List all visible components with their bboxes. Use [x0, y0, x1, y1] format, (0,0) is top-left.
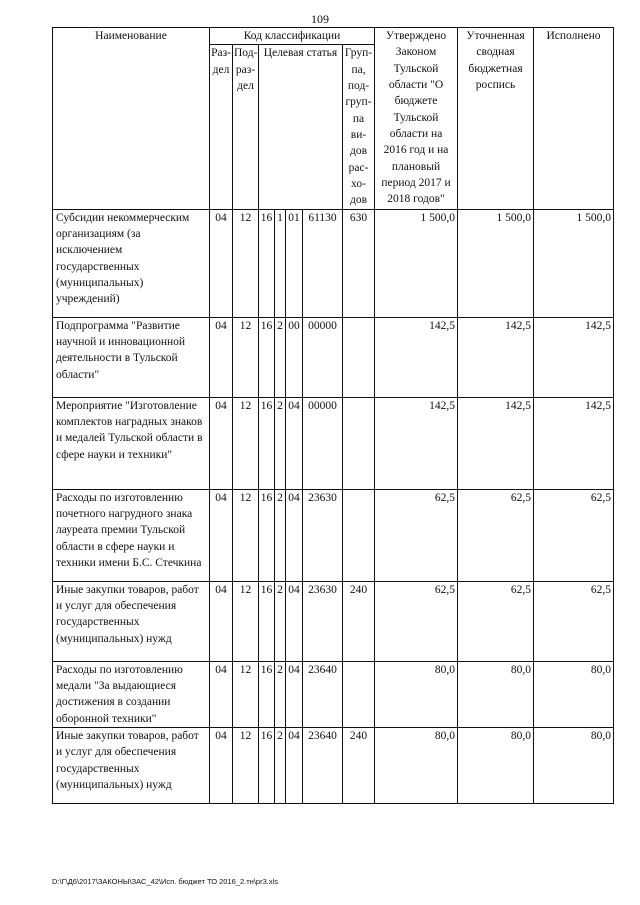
- cell-razdel: 04: [210, 727, 233, 803]
- cell-group: [343, 661, 375, 727]
- budget-table: [52, 27, 614, 804]
- cell-name: Мероприятие "Изготовление комплектов наградных знаков и медалей Тульской области в сфере науки и техники": [53, 397, 210, 489]
- cell-t2: 2: [275, 581, 286, 661]
- cell-executed: 80,0: [534, 661, 614, 727]
- cell-refined: 80,0: [458, 727, 534, 803]
- cell-group: 240: [343, 581, 375, 661]
- cell-group: [343, 489, 375, 581]
- cell-refined: 80,0: [458, 661, 534, 727]
- cell-executed: 142,5: [534, 317, 614, 397]
- file-path-footer: D:\Г\Д6\2017\ЗАКОНЫ\ЗАС_42\Исп. бюджет ТО 2016_2.тн\pr3.xls: [52, 877, 278, 886]
- cell-group: 240: [343, 727, 375, 803]
- cell-group: [343, 397, 375, 489]
- cell-t3: 04: [286, 661, 303, 727]
- cell-refined: 62,5: [458, 581, 534, 661]
- cell-executed: 80,0: [534, 727, 614, 803]
- cell-t1: 16: [259, 581, 275, 661]
- cell-executed: 1 500,0: [534, 209, 614, 317]
- cell-refined: 142,5: [458, 397, 534, 489]
- cell-name: Подпрограмма "Развитие научной и инновационной деятельности в Тульской области": [53, 317, 210, 397]
- cell-approved: 80,0: [375, 727, 458, 803]
- cell-t1: 16: [259, 661, 275, 727]
- cell-podrazdel: 12: [233, 317, 259, 397]
- header-approved: Утверждено Законом Тульской области "О бюджете Тульской области на 2016 год и на плановый период 2017 и 2018 годов": [375, 28, 458, 210]
- cell-t4: 23630: [303, 581, 343, 661]
- cell-t4: 61130: [303, 209, 343, 317]
- cell-podrazdel: 12: [233, 397, 259, 489]
- cell-t1: 16: [259, 317, 275, 397]
- cell-refined: 1 500,0: [458, 209, 534, 317]
- cell-podrazdel: 12: [233, 209, 259, 317]
- cell-razdel: 04: [210, 489, 233, 581]
- table-row: [53, 489, 614, 581]
- cell-t2: 2: [275, 397, 286, 489]
- cell-t2: 2: [275, 661, 286, 727]
- table-row: [53, 581, 614, 661]
- cell-podrazdel: 12: [233, 581, 259, 661]
- cell-t1: 16: [259, 397, 275, 489]
- cell-approved: 80,0: [375, 661, 458, 727]
- cell-razdel: 04: [210, 581, 233, 661]
- table-row: [53, 209, 614, 317]
- cell-t3: 01: [286, 209, 303, 317]
- cell-t3: 04: [286, 727, 303, 803]
- header-name: Наименование: [53, 28, 210, 210]
- cell-t3: 04: [286, 581, 303, 661]
- cell-razdel: 04: [210, 661, 233, 727]
- cell-t3: 04: [286, 489, 303, 581]
- cell-name: Расходы по изготовлению почетного нагрудного знака лауреата премии Тульской области в сфере науки и техники имени Б.С. Стечкина: [53, 489, 210, 581]
- cell-executed: 62,5: [534, 489, 614, 581]
- header-expense-group: Груп-па, под-груп-па ви-дов рас-хо-дов: [343, 45, 375, 209]
- cell-podrazdel: 12: [233, 489, 259, 581]
- cell-t2: 2: [275, 317, 286, 397]
- cell-refined: 62,5: [458, 489, 534, 581]
- cell-approved: 62,5: [375, 489, 458, 581]
- cell-t4: 00000: [303, 397, 343, 489]
- cell-name: Иные закупки товаров, работ и услуг для обеспечения государственных (муниципальных) нужд: [53, 581, 210, 661]
- header-target: Целевая статья: [259, 45, 343, 209]
- table-row: [53, 727, 614, 803]
- cell-podrazdel: 12: [233, 727, 259, 803]
- cell-t2: 2: [275, 489, 286, 581]
- cell-approved: 142,5: [375, 397, 458, 489]
- cell-t4: 23630: [303, 489, 343, 581]
- cell-t4: 00000: [303, 317, 343, 397]
- cell-group: 630: [343, 209, 375, 317]
- cell-podrazdel: 12: [233, 661, 259, 727]
- cell-group: [343, 317, 375, 397]
- cell-approved: 1 500,0: [375, 209, 458, 317]
- page-number: 109: [311, 12, 329, 26]
- header-subsection: Под-раз-дел: [233, 45, 259, 209]
- table-row: [53, 661, 614, 727]
- cell-t2: 2: [275, 727, 286, 803]
- cell-t1: 16: [259, 489, 275, 581]
- cell-razdel: 04: [210, 209, 233, 317]
- header-code-group: Код классификации: [210, 28, 375, 45]
- cell-approved: 142,5: [375, 317, 458, 397]
- cell-t1: 16: [259, 209, 275, 317]
- table-row: [53, 317, 614, 397]
- cell-executed: 142,5: [534, 397, 614, 489]
- cell-name: Иные закупки товаров, работ и услуг для обеспечения государственных (муниципальных) нужд: [53, 727, 210, 803]
- cell-name: Расходы по изготовлению медали "За выдающиеся достижения в создании оборонной техники": [53, 661, 210, 727]
- cell-approved: 62,5: [375, 581, 458, 661]
- cell-name: Субсидии некоммерческим организациям (за исключением государственных (муниципальных) учреждений): [53, 209, 210, 317]
- cell-razdel: 04: [210, 317, 233, 397]
- header-section: Раз-дел: [210, 45, 233, 209]
- cell-t3: 04: [286, 397, 303, 489]
- header-refined: Уточненная сводная бюджетная роспись: [458, 28, 534, 210]
- cell-t1: 16: [259, 727, 275, 803]
- cell-t2: 1: [275, 209, 286, 317]
- header-executed: Исполнено: [534, 28, 614, 210]
- cell-t4: 23640: [303, 727, 343, 803]
- cell-executed: 62,5: [534, 581, 614, 661]
- cell-t4: 23640: [303, 661, 343, 727]
- cell-razdel: 04: [210, 397, 233, 489]
- cell-refined: 142,5: [458, 317, 534, 397]
- cell-t3: 00: [286, 317, 303, 397]
- table-row: [53, 397, 614, 489]
